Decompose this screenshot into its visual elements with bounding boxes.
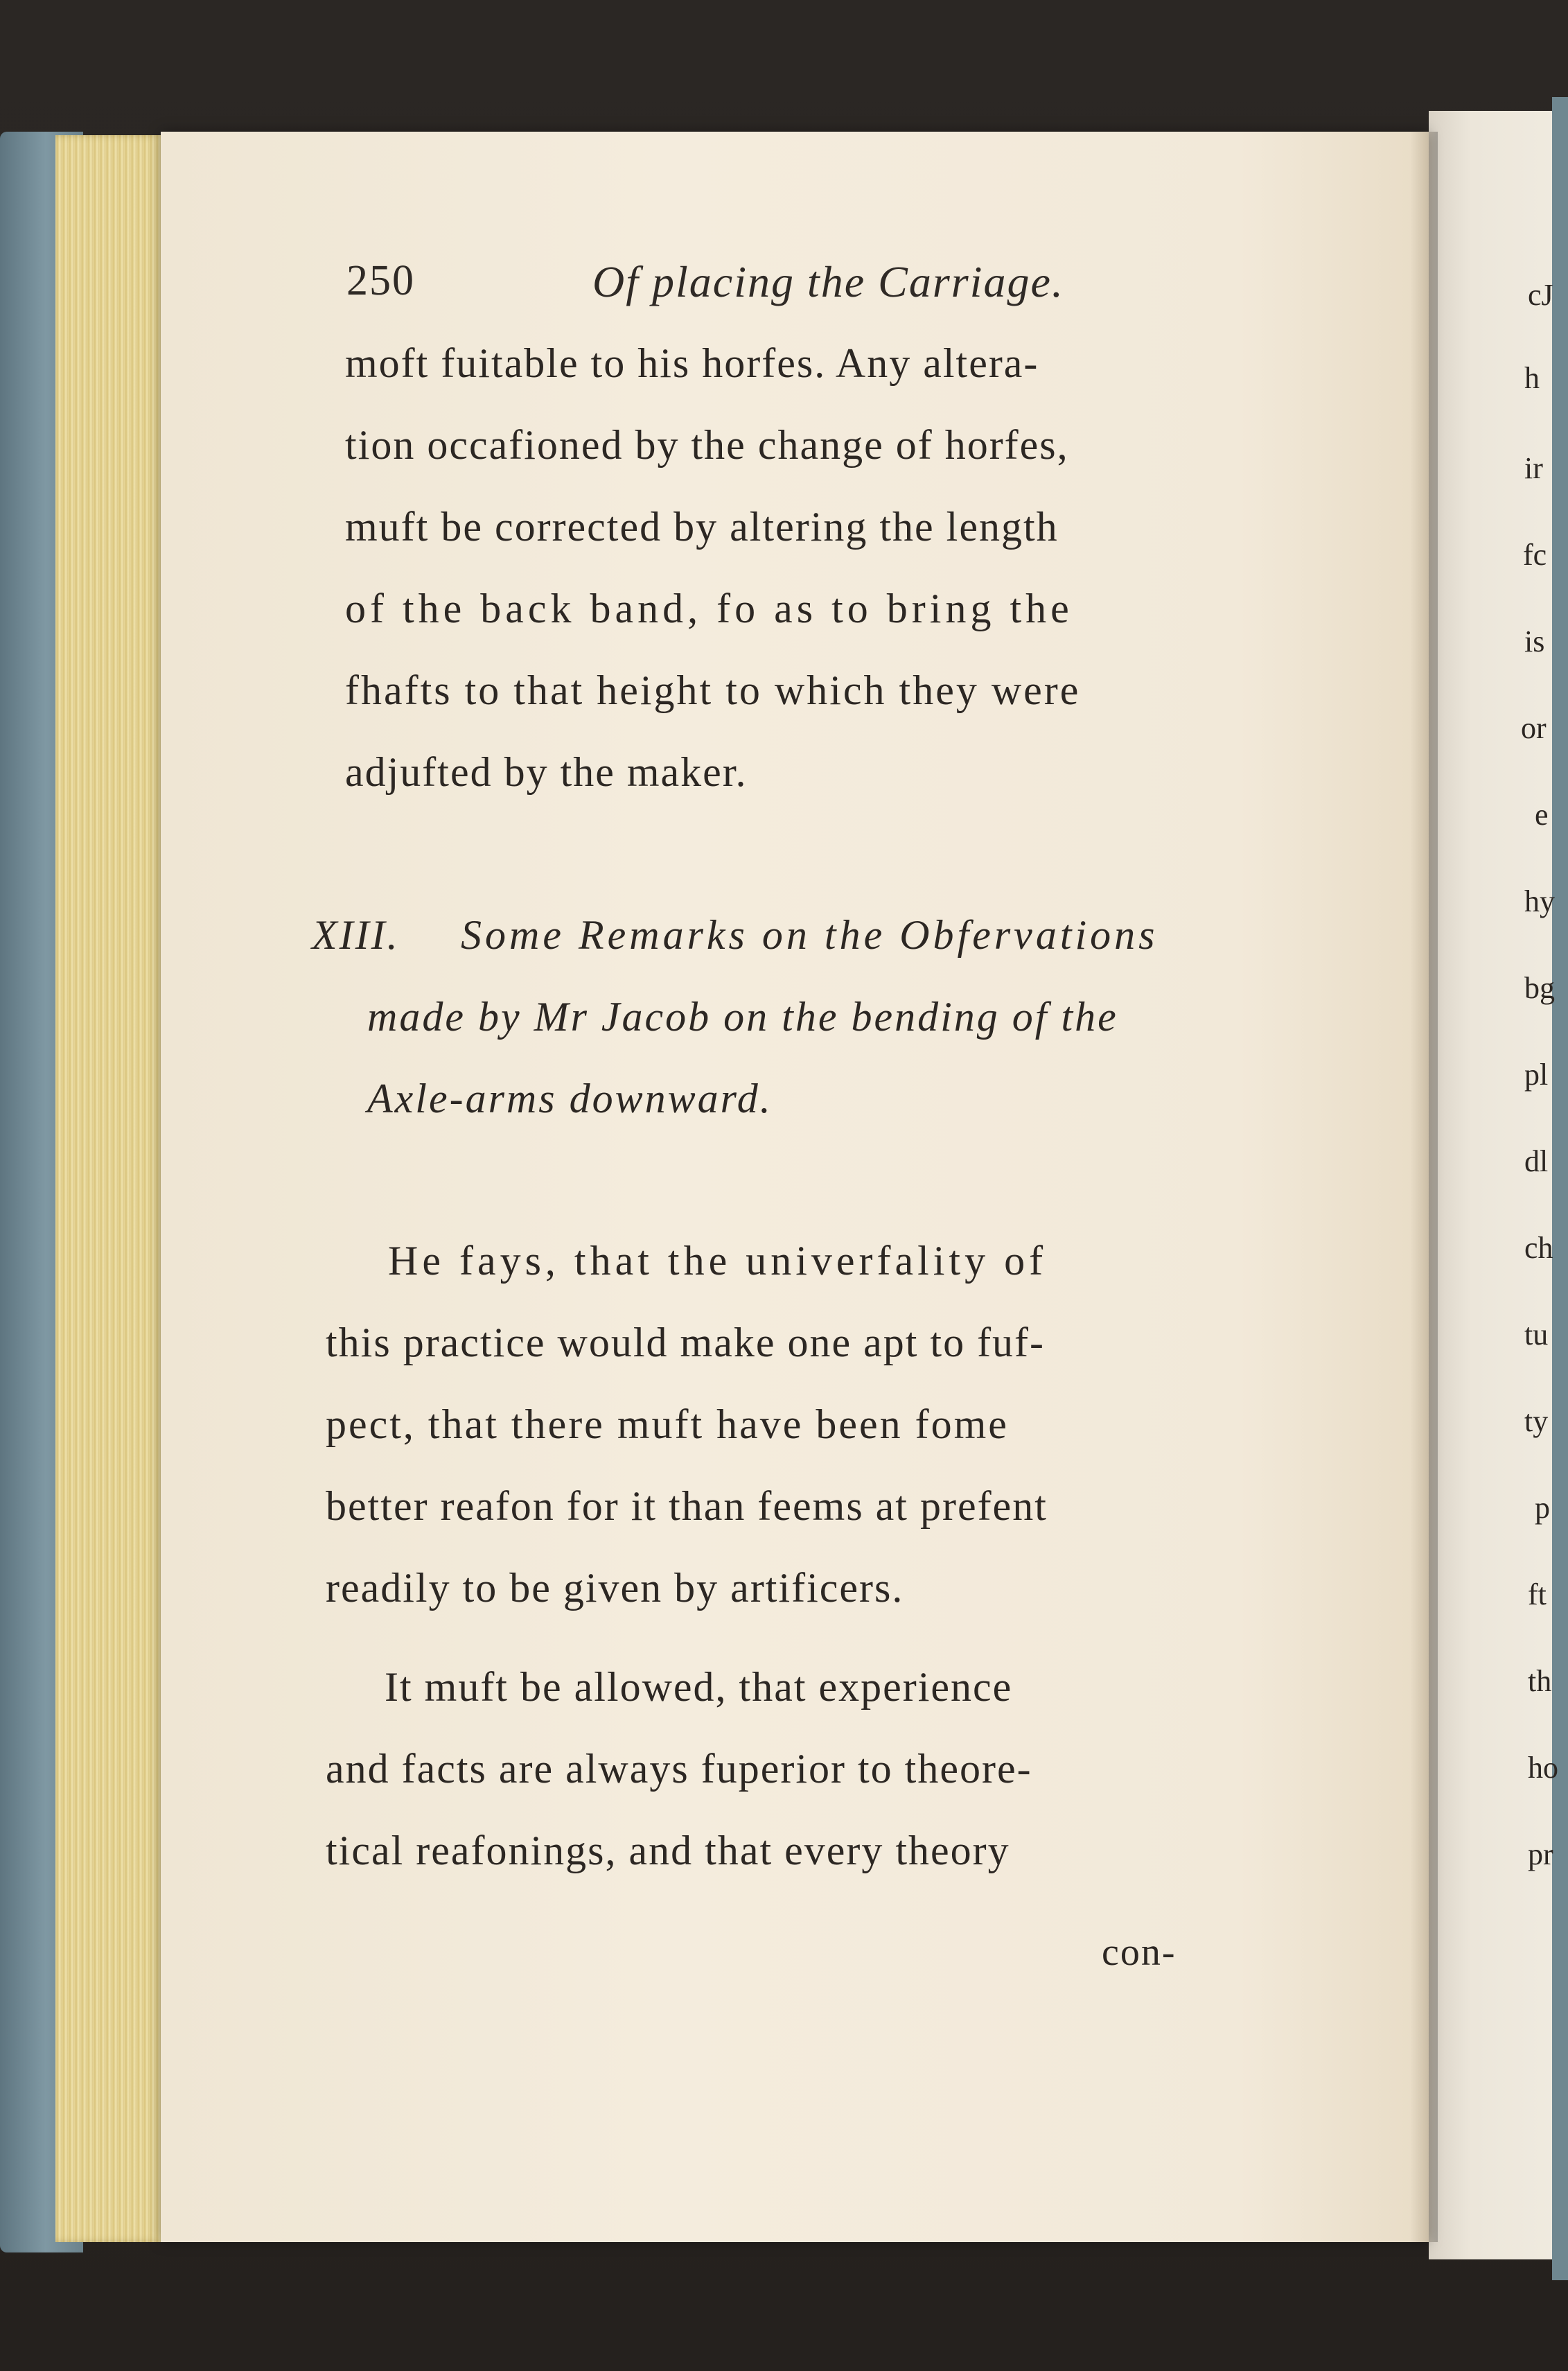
paragraph-line: pect, that there muft have been fome (326, 1401, 1009, 1447)
paragraph-line: readily to be given by artificers. (326, 1565, 904, 1611)
facing-fragment: cJ (1528, 278, 1553, 312)
facing-fragment: th (1528, 1664, 1552, 1698)
paragraph-line: adjufted by the maker. (345, 749, 748, 795)
paragraph-line: this practice would make one apt to fuf- (326, 1320, 1046, 1365)
facing-fragment: h (1524, 361, 1540, 395)
facing-fragment: ir (1524, 451, 1543, 485)
page-number: 250 (346, 257, 415, 304)
facing-fragment: bg (1524, 971, 1555, 1005)
gutter-shadow (1410, 132, 1438, 2242)
facing-fragment: fc (1523, 538, 1547, 572)
facing-fragment: e (1535, 798, 1549, 832)
facing-fragment: dl (1524, 1144, 1549, 1178)
paragraph-line: He fays, that the univerfality of (388, 1238, 1048, 1284)
paragraph-line: of the back band, fo as to bring the (345, 586, 1073, 631)
facing-fragment: or (1521, 711, 1547, 745)
paragraph-line: tical reafonings, and that every theory (326, 1828, 1010, 1873)
running-title: Of placing the Carriage. (592, 257, 1064, 306)
paragraph-line: and facts are always fuperior to theore- (326, 1746, 1032, 1792)
section-heading-line: Some Remarks on the Obfervations (461, 912, 1159, 958)
facing-fragment: ch (1524, 1231, 1553, 1265)
facing-page-strip (1429, 111, 1568, 2259)
paragraph-3 (326, 1663, 1247, 1913)
facing-fragment: tu (1524, 1318, 1549, 1351)
right-cover-board (1552, 97, 1568, 2280)
section-heading-line: Axle-arms downward. (367, 1076, 773, 1121)
paragraph-line: fhafts to that height to which they were (345, 667, 1081, 713)
facing-fragment: ty (1524, 1404, 1549, 1438)
page-edges (55, 135, 166, 2242)
facing-fragment: pr (1528, 1837, 1553, 1871)
paragraph-line: tion occafioned by the change of horfes, (345, 422, 1069, 468)
facing-fragment: hy (1524, 884, 1555, 918)
facing-fragment: p (1535, 1491, 1550, 1525)
facing-fragment: pl (1524, 1058, 1549, 1092)
facing-fragment: ho (1528, 1751, 1558, 1785)
facing-fragment: is (1524, 624, 1545, 658)
section-heading-line: made by Mr Jacob on the bending of the (367, 994, 1118, 1040)
paragraph-2 (326, 1237, 1247, 1653)
facing-fragment: ft (1528, 1577, 1547, 1611)
running-head (346, 256, 1219, 326)
paragraph-line: muft be corrected by altering the length (345, 504, 1059, 550)
section-number: XIII. (312, 912, 400, 958)
paragraph-line: moft fuitable to his horfes. Any altera- (345, 340, 1039, 386)
paragraph-line: better reafon for it than feems at prefent (326, 1483, 1048, 1529)
paragraph-1 (345, 340, 1246, 839)
catchword: con- (1102, 1931, 1177, 1974)
paragraph-line: It muft be allowed, that experience (385, 1664, 1013, 1710)
